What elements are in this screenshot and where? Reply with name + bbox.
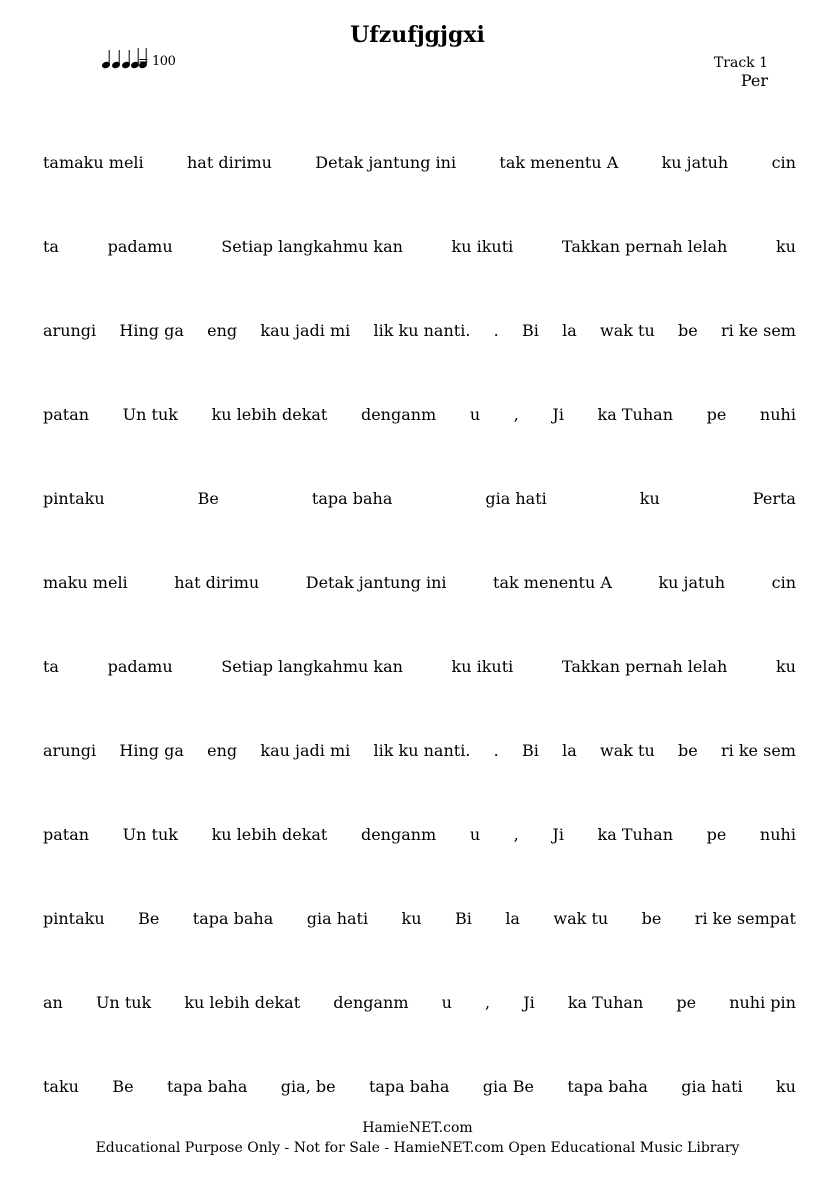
lyric-syllable: Perta [752,489,796,508]
lyric-line [43,237,796,259]
lyric-line [43,573,796,595]
lyric-syllable: ri ke sempat [694,909,796,928]
lyric-syllable: ku [401,909,422,928]
lyric-syllable: , [513,405,519,424]
lyric-syllable: Un tuk [122,405,178,424]
lyric-syllable: Be [138,909,160,928]
lyric-syllable: gia hati [681,1077,743,1096]
lyric-syllable: nuhi [759,405,796,424]
lyric-syllable: hat dirimu [186,153,272,172]
lyric-line [43,405,796,427]
lyric-syllable: Takkan pernah lelah [561,237,728,256]
lyric-syllable: ku ikuti [451,237,514,256]
lyric-syllable: wak tu [600,321,655,340]
lyric-syllable: ri ke sem [721,321,796,340]
lyric-syllable: nuhi [759,825,796,844]
lyric-syllable: taku [43,1077,79,1096]
lyric-syllable: patan [43,405,90,424]
lyric-syllable: Detak jantung ini [305,573,447,592]
lyric-syllable: Ji [552,405,564,424]
page-title: Ufzufjgjgxi [350,22,485,48]
lyric-syllable: tapa baha [368,1077,450,1096]
lyric-syllable: Ji [523,993,535,1012]
footer-site: HamieNET.com [362,1120,473,1136]
lyric-syllable: tapa baha [311,489,393,508]
lyric-syllable: patan [43,825,90,844]
lyric-syllable: pintaku [43,909,105,928]
lyric-syllable: ri ke sem [721,741,796,760]
lyric-syllable: Be [112,1077,134,1096]
lyric-syllable: gia hati [485,489,547,508]
lyric-line [43,153,796,175]
lyric-syllable: nuhi pin [729,993,796,1012]
lyric-syllable: pe [676,993,697,1012]
lyric-syllable: Hing ga [119,741,184,760]
lyric-syllable: ku lebih dekat [211,825,328,844]
lyric-syllable: Un tuk [95,993,152,1012]
lyric-syllable: padamu [107,657,173,676]
lyric-syllable: wak tu [600,741,655,760]
lyric-syllable: tapa baha [192,909,274,928]
lyric-syllable: denganm [360,405,437,424]
track-label: Track 1 [713,55,768,71]
lyric-syllable: Ji [552,825,564,844]
lyric-line [43,825,796,847]
lyric-syllable: Un tuk [122,825,178,844]
lyric-syllable: padamu [107,237,173,256]
lyric-syllable: Hing ga [119,321,184,340]
lyric-line [43,1077,796,1099]
lyric-syllable: Detak jantung ini [315,153,457,172]
lyric-syllable: ku [775,1077,796,1096]
lyric-syllable: ka Tuhan [597,405,673,424]
lyric-syllable: tapa baha [567,1077,648,1096]
lyric-syllable: ku [775,657,796,676]
lyric-syllable: gia Be [482,1077,535,1096]
footer-note: Educational Purpose Only - Not for Sale - HamieNET.com Open Educational Music Library [95,1140,740,1156]
lyric-syllable: be [678,321,698,340]
lyric-syllable: u [469,825,481,844]
lyric-syllable: ku ikuti [451,657,514,676]
lyric-syllable: kau jadi mi [260,741,351,760]
lyric-syllable: arungi [43,321,97,340]
lyric-syllable: ta [43,237,59,256]
lyric-syllable: tak menentu A [499,153,619,172]
lyric-syllable: lik ku nanti. [373,321,471,340]
lyric-syllable: . [493,741,499,760]
lyric-syllable: Be [197,489,219,508]
lyric-syllable: ku lebih dekat [184,993,301,1012]
lyric-line [43,909,796,931]
lyric-syllable: Bi [454,909,472,928]
lyric-syllable: hat dirimu [174,573,260,592]
lyric-syllable: , [485,993,491,1012]
lyric-syllable: arungi [43,741,97,760]
lyric-syllable: la [505,909,520,928]
lyric-syllable: pe [706,825,727,844]
lyric-syllable: be [641,909,662,928]
lyric-syllable: Setiap langkahmu kan [221,657,403,676]
lyric-syllable: wak tu [553,909,609,928]
lyric-syllable: pe [706,405,727,424]
lyric-syllable: eng [207,321,238,340]
lyric-syllable: be [678,741,698,760]
lyric-syllable: Takkan pernah lelah [561,657,728,676]
lyric-syllable: maku meli [43,573,128,592]
lyric-syllable: ka Tuhan [567,993,644,1012]
lyric-syllable: Bi [522,321,539,340]
lyric-line [43,489,796,511]
lyric-syllable: u [469,405,481,424]
lyric-line [43,993,796,1015]
lyric-line [43,741,796,763]
lyric-syllable: ku [775,237,796,256]
lyric-syllable: tamaku meli [43,153,144,172]
tempo-marking [102,48,212,72]
lyric-syllable: . [493,321,499,340]
lyric-syllable: an [43,993,63,1012]
lyric-syllable: cin [771,573,796,592]
lyric-syllable: ku jatuh [661,153,729,172]
lyric-syllable: tapa baha [166,1077,248,1096]
tempo-value: = 100 [138,54,176,69]
lyric-syllable: Setiap langkahmu kan [221,237,403,256]
lyric-syllable: denganm [333,993,409,1012]
lyric-syllable: la [562,321,577,340]
lyric-syllable: ka Tuhan [597,825,673,844]
lyric-syllable: lik ku nanti. [373,741,471,760]
lyric-line [43,657,796,679]
lyric-syllable: , [513,825,519,844]
lyric-syllable: cin [771,153,796,172]
lyric-syllable: gia hati [306,909,369,928]
lyric-syllable: Bi [522,741,539,760]
lyric-syllable: u [441,993,452,1012]
lyric-syllable: tak menentu A [493,573,612,592]
lyric-syllable: ku [639,489,660,508]
lyric-line [43,321,796,343]
lyric-syllable: gia, be [280,1077,336,1096]
lyric-syllable: denganm [360,825,437,844]
performer-label: Per [740,71,768,90]
lyric-syllable: pintaku [43,489,105,508]
lyric-syllable: ta [43,657,59,676]
lyric-syllable: ku jatuh [658,573,726,592]
lyric-syllable: ku lebih dekat [211,405,328,424]
lyric-syllable: kau jadi mi [260,321,351,340]
lyric-syllable: la [562,741,577,760]
lyric-syllable: eng [207,741,238,760]
